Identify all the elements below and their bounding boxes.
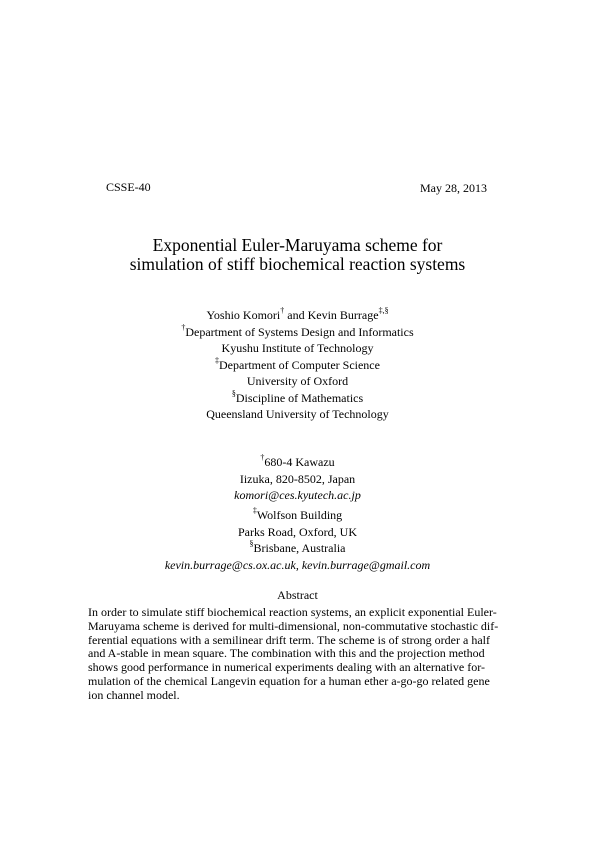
- author-connector: and: [284, 308, 308, 322]
- abstract-line: ion channel model.: [88, 687, 180, 702]
- address-2-building: Wolfson Building: [256, 508, 343, 522]
- author-2-mark: ‡,§: [378, 306, 389, 315]
- address-block-1: [0, 454, 595, 504]
- author-block: [0, 307, 595, 423]
- abstract-line: and A-stable in mean square. The combination with this and the projection method: [88, 646, 485, 661]
- abstract-line: In order to simulate stiff biochemical reaction systems, an explicit exponential Euler-: [88, 605, 497, 619]
- title-line-2: simulation of stiff biochemical reaction systems: [129, 254, 466, 274]
- report-id: CSSE-40: [106, 180, 151, 194]
- affiliation-1-mark: †: [181, 322, 186, 332]
- abstract-line: Maruyama scheme is derived for multi-dimensional, non-commutative stochastic dif-: [88, 618, 499, 633]
- title-line-1: Exponential Euler-Maruyama scheme for: [152, 235, 443, 255]
- affiliation-2-mark: ‡: [215, 355, 220, 365]
- address-2-street: Parks Road, Oxford, UK: [238, 524, 357, 539]
- address-1-mark: †: [260, 453, 265, 462]
- affiliation-2-institution: University of Oxford: [246, 374, 349, 388]
- affiliation-3-dept: Discipline of Mathematics: [235, 390, 364, 405]
- abstract-line: mulation of the chemical Langevin equation for a human ether a-go-go related gene: [88, 673, 490, 688]
- address-1-street: 680-4 Kawazu: [264, 455, 335, 469]
- address-3-mark: §: [249, 539, 254, 548]
- affiliation-2-dept: Department of Computer Science: [219, 357, 380, 372]
- affiliation-3: [0, 390, 595, 423]
- affiliation-2: [0, 357, 595, 390]
- abstract-line: shows good performance in numerical experiments dealing with an alternative for-: [88, 660, 485, 675]
- abstract-line: ferential equations with a semilinear drift term. The scheme is of strong order a half: [88, 632, 490, 647]
- author-2: Kevin Burrage: [307, 308, 379, 322]
- abstract-heading: Abstract: [277, 588, 318, 602]
- abstract-body: [88, 606, 509, 703]
- author-line: [0, 307, 595, 324]
- affiliation-1: [0, 324, 595, 357]
- address-block-2: [0, 507, 595, 573]
- affiliation-3-institution: Queensland University of Technology: [206, 407, 389, 421]
- address-3-city: Brisbane, Australia: [253, 541, 346, 555]
- address-2-emails: kevin.burrage@cs.ox.ac.uk, kevin.burrage@gmail.com: [164, 557, 431, 572]
- affiliation-3-mark: §: [231, 388, 236, 398]
- paper-title: [0, 236, 595, 274]
- affiliation-1-dept: Department of Systems Design and Informatics: [185, 324, 414, 339]
- author-1: Yoshio Komori: [206, 308, 281, 322]
- address-1-email: komori@ces.kyutech.ac.jp: [234, 488, 361, 502]
- address-1-city: Iizuka, 820-8502, Japan: [239, 471, 356, 486]
- address-2-mark: ‡: [252, 506, 257, 515]
- date: May 28, 2013: [420, 181, 487, 195]
- affiliation-1-institution: Kyushu Institute of Technology: [221, 341, 374, 355]
- author-1-mark: †: [280, 306, 285, 315]
